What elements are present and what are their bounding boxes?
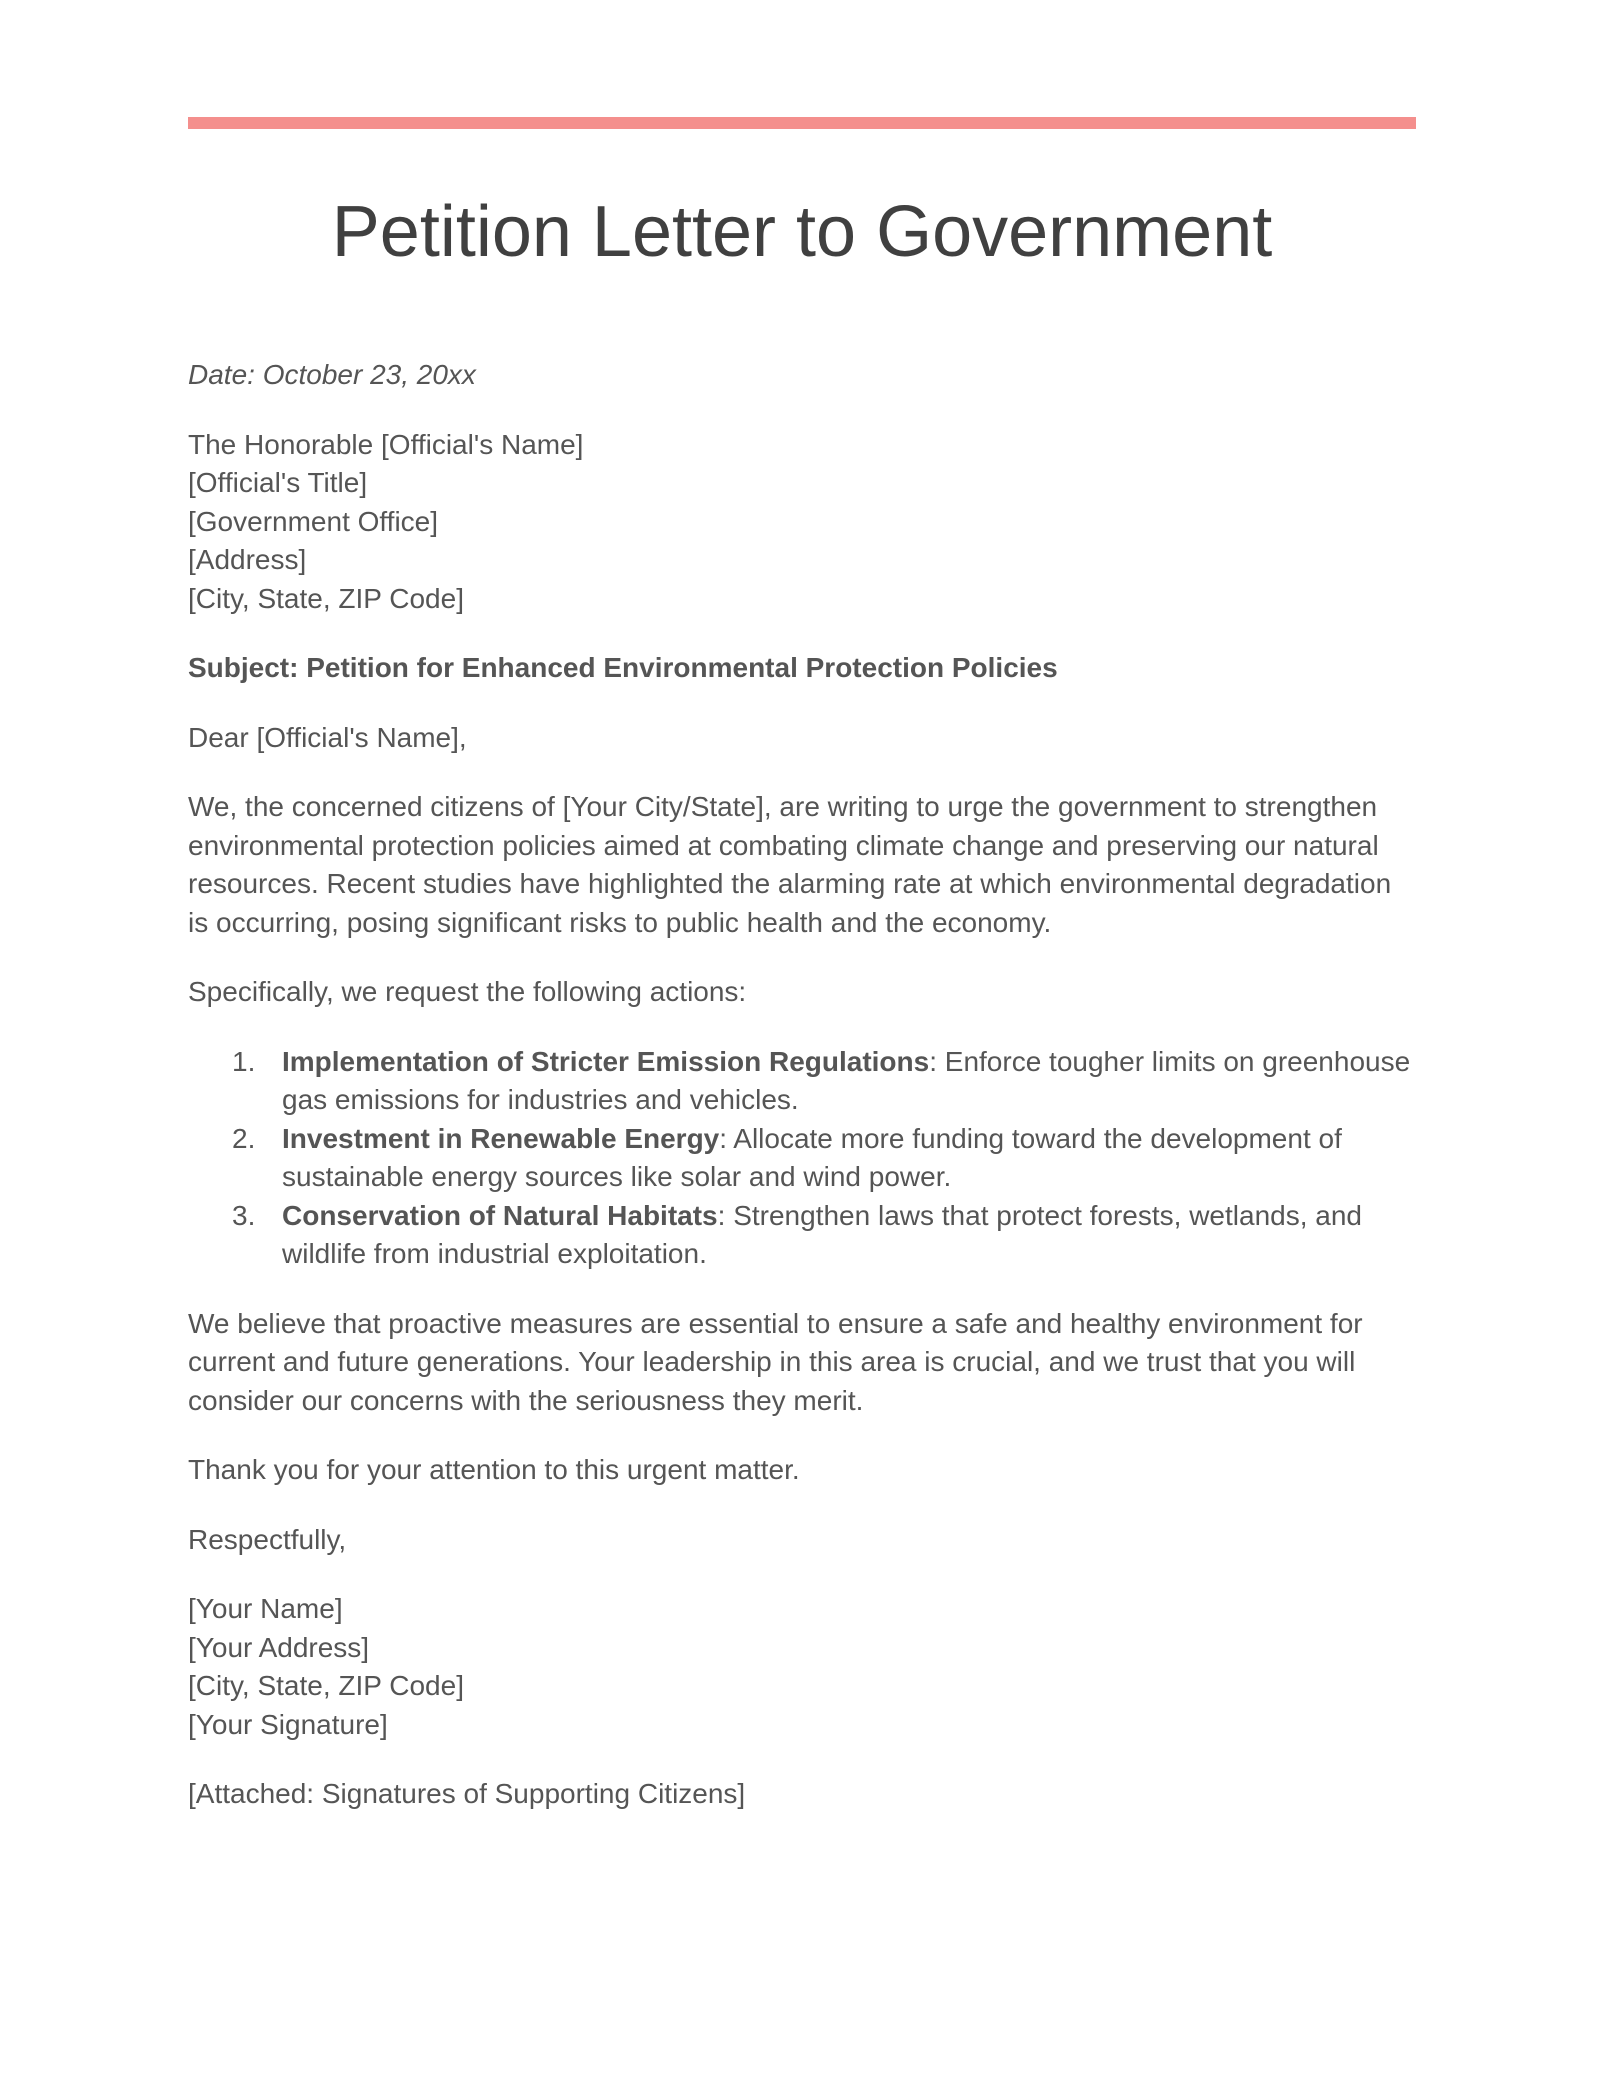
page-title: Petition Letter to Government (331, 192, 1273, 272)
accent-bar (188, 117, 1416, 129)
list-item (232, 1197, 1416, 1274)
thanks-line: Thank you for your attention to this urgent matter. (188, 1454, 800, 1485)
recipient-line: [Official's Title] (188, 467, 368, 498)
sender-line: [Your Address] (188, 1631, 370, 1663)
sender-line: [Your Signature] (188, 1708, 388, 1740)
attachment-note: [Attached: Signatures of Supporting Citizens] (188, 1778, 746, 1809)
list-number: 2. (232, 1122, 256, 1154)
recipient-block (188, 426, 1416, 619)
sender-line: [Your Name] (188, 1593, 343, 1624)
recipient-line: [Address] (188, 544, 307, 575)
action-text: : Strengthen laws that protect forests, wetlands, and wildlife from industrial exploitation. (282, 1199, 1362, 1269)
list-number: 1. (232, 1045, 256, 1077)
action-text: : Enforce tougher limits on greenhouse gas emissions for industries and vehicles. (282, 1045, 1411, 1115)
salutation: Dear [Official's Name], (188, 721, 467, 753)
action-title: Implementation of Stricter Emission Regulations (282, 1045, 930, 1077)
recipient-line: The Honorable [Official's Name] (188, 428, 584, 460)
letter-date: Date: October 23, 20xx (188, 359, 476, 390)
sender-block (188, 1590, 1416, 1744)
belief-paragraph: We believe that proactive measures are essential to ensure a safe and healthy environment for current and future generations. Your leadership in this area is crucial, and we trust that you will consider our concerns with the seriousness they merit. (188, 1307, 1363, 1416)
actions-list (188, 1043, 1416, 1274)
closing-line: Respectfully, (188, 1523, 347, 1555)
list-number: 3. (232, 1199, 256, 1231)
action-text: : Allocate more funding toward the development of sustainable energy sources like solar and wind power. (282, 1122, 1342, 1192)
request-intro: Specifically, we request the following actions: (188, 976, 747, 1007)
recipient-line: [Government Office] (188, 505, 439, 537)
subject-line: Subject: Petition for Enhanced Environmental Protection Policies (188, 652, 1058, 683)
intro-paragraph: We, the concerned citizens of [Your City/State], are writing to urge the government to strengthen environmental protection policies aimed at combating climate change and preserving our natural resources. Recent studies have highlighted the alarming rate at which environmental degradation is occurring, posing significant risks to public health and the economy. (188, 791, 1392, 938)
action-title: Investment in Renewable Energy (282, 1122, 720, 1154)
action-title: Conservation of Natural Habitats (282, 1199, 718, 1231)
list-item (232, 1120, 1416, 1197)
letter-body (188, 356, 1416, 1845)
recipient-line: [City, State, ZIP Code] (188, 582, 464, 614)
sender-line: [City, State, ZIP Code] (188, 1670, 464, 1701)
list-item (232, 1043, 1416, 1120)
